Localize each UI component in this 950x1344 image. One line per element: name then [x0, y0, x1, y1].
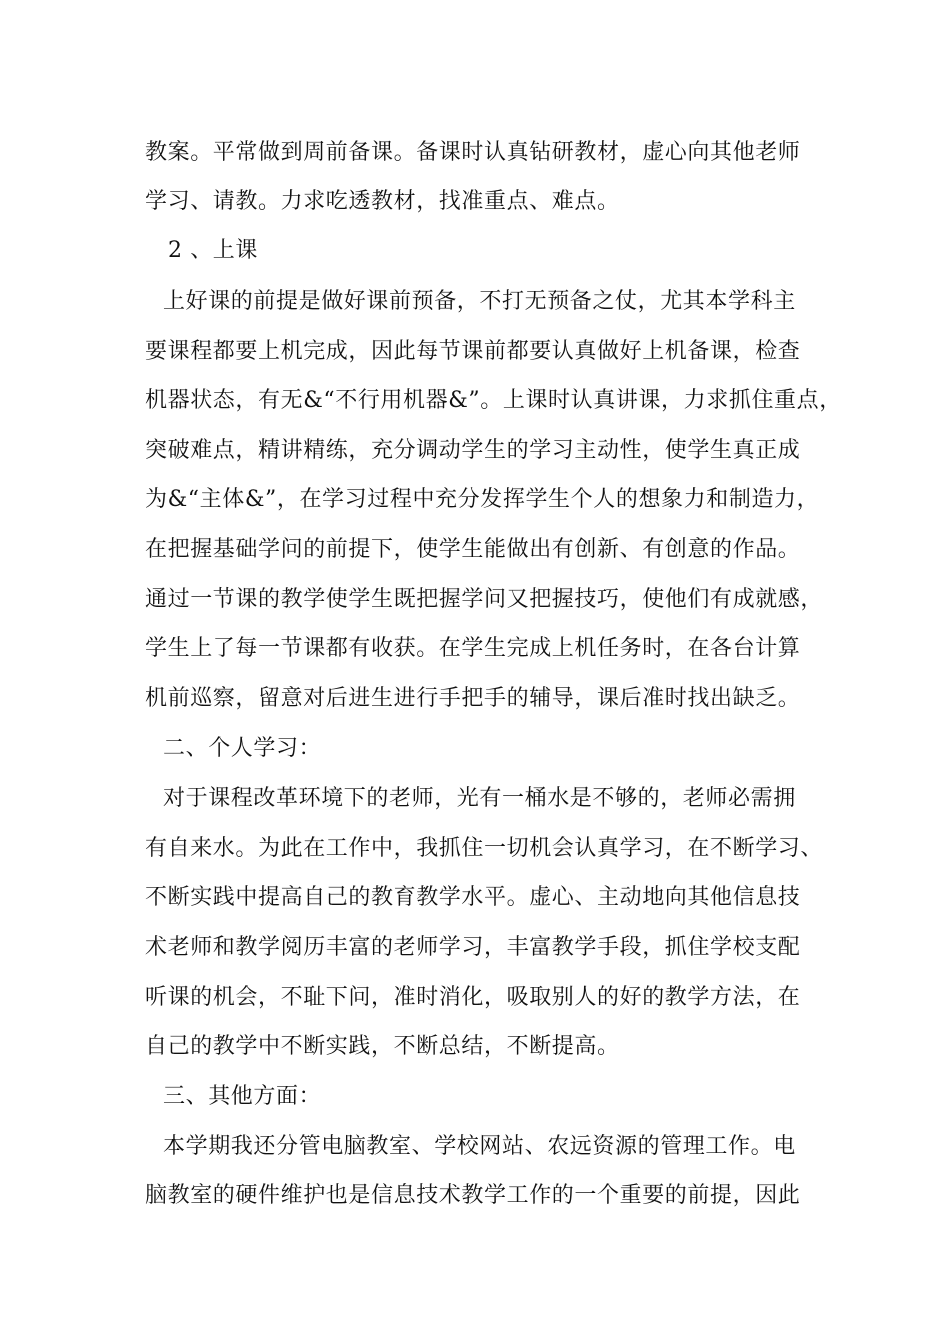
text-line: 教案。平常做到周前备课。备课时认真钻研教材，虚心向其他老师	[145, 140, 801, 165]
text-line: 脑教室的硬件维护也是信息技术教学工作的一个重要的前提，因此	[145, 1183, 801, 1208]
text-line: 术老师和教学阅历丰富的老师学习，丰富教学手段，抓住学校支配	[145, 935, 801, 960]
text-line: 突破难点，精讲精练，充分调动学生的学习主动性，使学生真正成	[145, 438, 801, 463]
text-line: 上好课的前提是做好课前预备，不打无预备之仗，尤其本学科主	[163, 289, 796, 314]
text-line: 机前巡察，留意对后进生进行手把手的辅导，课后准时找出缺乏。	[145, 686, 801, 711]
text-line: 对于课程改革环境下的老师，光有一桶水是不够的，老师必需拥	[163, 786, 796, 811]
text-line: 本学期我还分管电脑教室、学校网站、农远资源的管理工作。电	[163, 1134, 796, 1159]
text-line: 通过一节课的教学使学生既把握学问又把握技巧，使他们有成就感，	[145, 587, 824, 612]
text-line: 要课程都要上机完成，因此每节课前都要认真做好上机备课，检查	[145, 339, 801, 364]
text-line: 为&“主体&”，在学习过程中充分发挥学生个人的想象力和制造力，	[145, 487, 820, 512]
section-heading: 三、其他方面：	[163, 1084, 322, 1109]
text-line: 机器状态，有无&“不行用机器&”。上课时认真讲课，力求抓住重点，	[145, 388, 842, 413]
text-line: 学习、请教。力求吃透教材，找准重点、难点。	[145, 189, 620, 214]
text-line: 自己的教学中不断实践，不断总结，不断提高。	[145, 1034, 620, 1059]
text-line: 在把握基础学问的前提下，使学生能做出有创新、有创意的作品。	[145, 537, 801, 562]
text-line: 听课的机会，不耻下问，准时消化，吸取别人的好的教学方法，在	[145, 985, 801, 1010]
text-line: 学生上了每一节课都有收获。在学生完成上机任务时，在各台计算	[145, 636, 801, 661]
text-line: 不断实践中提高自己的教育教学水平。虚心、主动地向其他信息技	[145, 885, 801, 910]
text-line: 有自来水。为此在工作中，我抓住一切机会认真学习，在不断学习、	[145, 836, 824, 861]
section-heading: 2 、上课	[168, 238, 258, 263]
section-heading: 二、个人学习：	[163, 736, 322, 761]
